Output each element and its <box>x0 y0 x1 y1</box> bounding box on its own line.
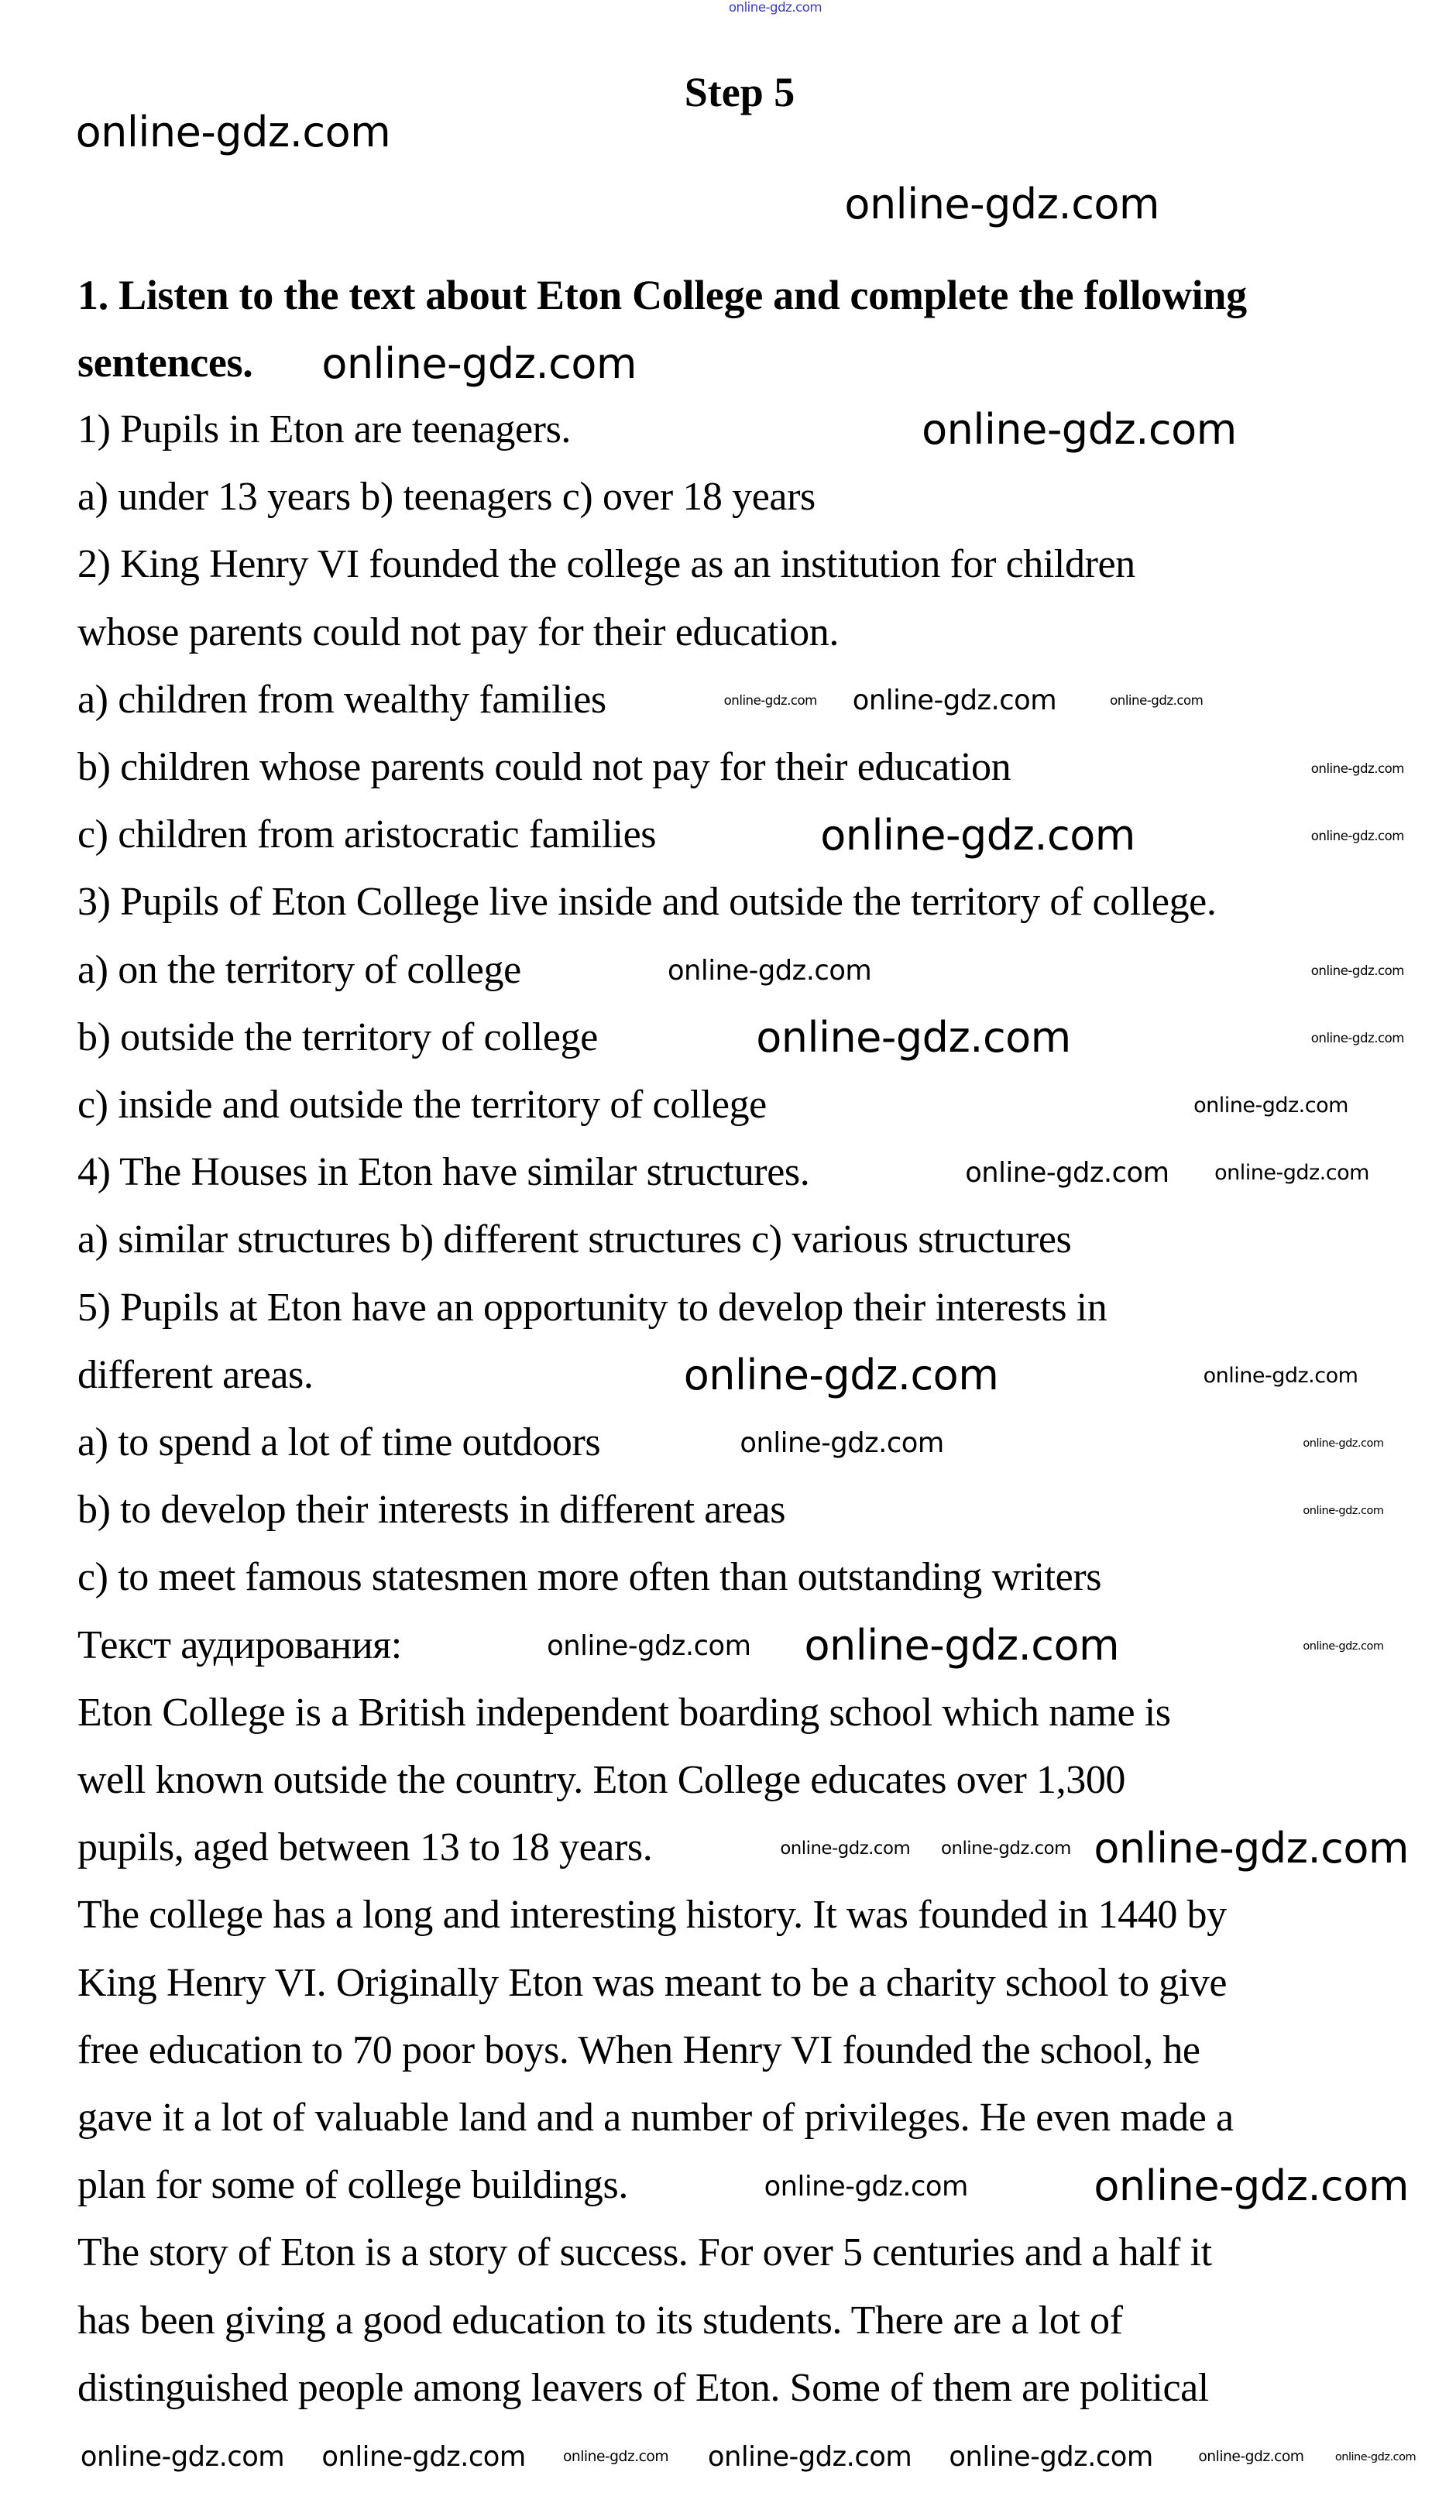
text-line: 2) King Henry VI founded the college as an institution for children <box>77 542 1135 587</box>
text-line: 3) Pupils of Eton College live inside and outside the territory of college. <box>77 880 1217 925</box>
text-line: b) children whose parents could not pay for their education <box>77 745 1011 789</box>
text-line: whose parents could not pay for their education. <box>77 609 839 654</box>
watermark-text: online-gdz.com <box>1214 1161 1369 1186</box>
watermark-text: online-gdz.com <box>941 1839 1071 1859</box>
watermark-text: online-gdz.com <box>740 1427 944 1460</box>
watermark-text: online-gdz.com <box>728 0 822 15</box>
text-line: gave it a lot of valuable land and a number of privileges. He even made a <box>77 2096 1234 2140</box>
watermark-text: online-gdz.com <box>804 1621 1120 1670</box>
watermark-text: online-gdz.com <box>1198 2449 1304 2466</box>
task-heading-line-1: 1. Listen to the text about Eton College and complete the following <box>77 272 1247 318</box>
text-line: free education to 70 poor boys. When Henry VI founded the school, he <box>77 2027 1200 2072</box>
watermark-text: online-gdz.com <box>321 338 637 388</box>
text-line: Текст аудирования: <box>77 1622 402 1667</box>
watermark-text: online-gdz.com <box>562 2449 669 2466</box>
watermark-text: online-gdz.com <box>949 2440 1153 2473</box>
text-line: different areas. <box>77 1352 314 1397</box>
watermark-text: online-gdz.com <box>1110 693 1204 709</box>
watermark-text: online-gdz.com <box>852 684 1057 716</box>
watermark-text: online-gdz.com <box>1094 1824 1409 1873</box>
text-line: The story of Eton is a story of success. For over 5 centuries and a half it <box>77 2230 1212 2275</box>
watermark-text: online-gdz.com <box>965 1157 1169 1190</box>
watermark-text: online-gdz.com <box>1310 828 1404 843</box>
watermark-text: online-gdz.com <box>1303 1639 1384 1653</box>
watermark-text: online-gdz.com <box>1303 1437 1384 1451</box>
watermark-text: online-gdz.com <box>764 2170 968 2202</box>
watermark-text: online-gdz.com <box>820 810 1135 860</box>
watermark-text: online-gdz.com <box>723 693 817 709</box>
text-line: pupils, aged between 13 to 18 years. <box>77 1825 653 1870</box>
watermark-text: online-gdz.com <box>1334 2450 1417 2463</box>
watermark-text: online-gdz.com <box>707 2440 912 2473</box>
text-line: well known outside the country. Eton College educates over 1,300 <box>77 1758 1126 1802</box>
text-line: a) to spend a lot of time outdoors <box>77 1420 601 1464</box>
text-line: 5) Pupils at Eton have an opportunity to develop their interests in <box>77 1285 1107 1330</box>
text-line: c) inside and outside the territory of college <box>77 1083 767 1127</box>
text-line: c) children from aristocratic families <box>77 812 657 857</box>
page-title: Step 5 <box>684 69 795 115</box>
watermark-text: online-gdz.com <box>667 954 872 987</box>
text-line: 4) The Houses in Eton have similar structures. <box>77 1150 810 1195</box>
watermark-text: online-gdz.com <box>1094 2161 1409 2211</box>
text-line: Eton College is a British independent boarding school which name is <box>77 1690 1171 1735</box>
watermark-text: online-gdz.com <box>547 1629 751 1662</box>
watermark-text: online-gdz.com <box>80 2440 285 2473</box>
text-line: has been giving a good education to its students. There are a lot of <box>77 2298 1123 2343</box>
watermark-text: online-gdz.com <box>844 180 1160 229</box>
watermark-text: online-gdz.com <box>1203 1364 1358 1389</box>
watermark-text: online-gdz.com <box>922 405 1237 455</box>
watermark-text: online-gdz.com <box>1303 1505 1384 1518</box>
watermark-text: online-gdz.com <box>756 1013 1071 1063</box>
watermark-text: online-gdz.com <box>1310 760 1404 776</box>
text-line: b) outside the territory of college <box>77 1015 598 1059</box>
text-line: a) on the territory of college <box>77 947 521 992</box>
watermark-text: online-gdz.com <box>1310 963 1404 979</box>
watermark-text: online-gdz.com <box>75 107 391 156</box>
text-line: b) to develop their interests in different areas <box>77 1488 786 1533</box>
text-line: King Henry VI. Originally Eton was meant to be a charity school to give <box>77 1960 1228 2005</box>
text-line: The college has a long and interesting history. It was founded in 1440 by <box>77 1893 1227 1938</box>
watermark-text: online-gdz.com <box>780 1839 911 1859</box>
watermark-text: online-gdz.com <box>321 2440 526 2473</box>
text-line: a) children from wealthy families <box>77 677 606 722</box>
watermark-text: online-gdz.com <box>1310 1031 1404 1046</box>
text-line: distinguished people among leavers of Eton. Some of them are political <box>77 2365 1209 2410</box>
watermark-text: online-gdz.com <box>1193 1093 1348 1118</box>
watermark-text: online-gdz.com <box>683 1351 999 1400</box>
task-heading-line-2: sentences. <box>77 339 253 386</box>
text-line: a) similar structures b) different structures c) various structures <box>77 1217 1072 1262</box>
text-line: 1) Pupils in Eton are teenagers. <box>77 407 572 451</box>
text-line: c) to meet famous statesmen more often than outstanding writers <box>77 1555 1102 1600</box>
text-line: plan for some of college buildings. <box>77 2163 628 2208</box>
text-line: a) under 13 years b) teenagers c) over 18 years <box>77 475 816 520</box>
